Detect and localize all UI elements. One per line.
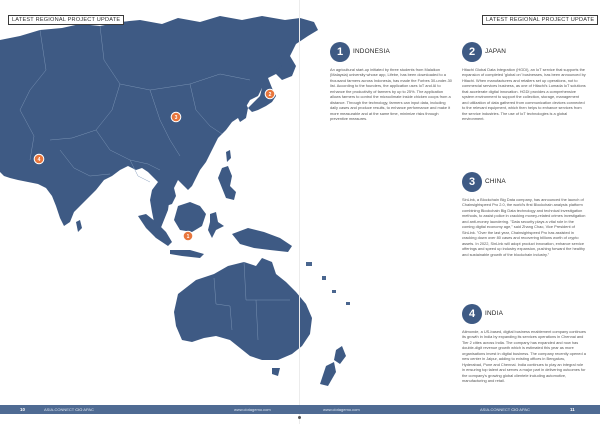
map-pin-india-number: 4 xyxy=(37,156,41,163)
brand-suffix: APAC xyxy=(83,406,94,412)
sri-lanka-island xyxy=(76,220,82,232)
footer-brand-left xyxy=(44,407,94,413)
new-guinea-island xyxy=(232,228,292,252)
article-title: JAPAN xyxy=(485,48,507,55)
brand-bold: CIO xyxy=(511,406,519,412)
article-title: INDONESIA xyxy=(353,48,390,55)
map-pin-indonesia[interactable] xyxy=(183,231,193,241)
map-pin-japan[interactable] xyxy=(265,89,275,99)
article-number-badge: 1 xyxy=(330,42,350,62)
borneo-island xyxy=(174,202,206,232)
footer-url-left[interactable]: www.ciotagemo.com xyxy=(234,406,271,412)
taiwan-island xyxy=(226,150,231,162)
article-japan xyxy=(462,42,586,156)
map-pin-japan-number: 2 xyxy=(268,91,272,98)
map-pin-india[interactable] xyxy=(34,154,44,164)
article-title: INDIA xyxy=(485,310,504,317)
new-zealand-south-island xyxy=(320,362,336,386)
footer-url-right[interactable]: www.ciotagemo.com xyxy=(323,406,360,412)
article-india xyxy=(462,304,586,402)
page-number-left: 10 xyxy=(20,406,25,412)
pacific-islands xyxy=(306,262,350,305)
map-pin-indonesia-number: 1 xyxy=(186,233,190,240)
section-header-left: LATEST REGIONAL PROJECT UPDATE xyxy=(8,15,124,25)
gutter-dot xyxy=(298,416,301,419)
section-header-right: LATEST REGIONAL PROJECT UPDATE xyxy=(482,15,598,25)
australia-continent xyxy=(174,258,312,360)
new-zealand-north-island xyxy=(334,346,346,364)
page-number-right: 11 xyxy=(570,406,575,412)
footer-bar xyxy=(0,405,600,414)
article-number-badge: 2 xyxy=(462,42,482,62)
footer-brand-right xyxy=(480,407,530,413)
article-indonesia xyxy=(330,42,454,138)
brand-prefix: ASIA-CONNECT xyxy=(480,406,511,412)
brand-bold: CIO xyxy=(75,406,83,412)
article-number-badge: 4 xyxy=(462,304,482,324)
article-body: An agricultural start-up initiated by three students from Malaikon (Malaysia) university whose app, Lifebe, has been downloaded to a thousand farmers across Indonesia, has made the Forbes 30-under-30 list. According to the founders, the application uses IoT and AI to enhance the productivity of farmers by up to 25%. The application allows farmers to control the microclimate inside chicken coops from a distance. Through the technology, farmers can input data, including daily cases and produce results, to enhance performance and make it more measurable and at the same time, minimize risks through preventive measures. xyxy=(330,67,452,122)
article-body: Atimonde, a US-based, digital business enablement company continues its growth in India by expanding its services operations in Chennai and Tier 2 cities across India. The company has expanded and now has double-digit revenue growth which is estimated this year as more organisations invest in digital business. The company recently opened a new center in Jaipur, adding to existing offices in Bengaluru, Hyderabad, Pune and Chennai. India continues to play an integral role in ensuring top talent and serves a major part in delivering outcomes for the company's growing global clientele including automotive, manufacturing and retail. xyxy=(462,329,586,384)
tasmania-island xyxy=(272,368,280,376)
brand-suffix: APAC xyxy=(519,406,530,412)
article-china xyxy=(462,172,586,300)
article-body: Hitachi Global Data Integration (HGDI), an IoT service that supports the expansion of completed 'global on' businesses, has been announced by Hitachi. When manufacturers and retailers set up operations, not to commercial services business, as one of Hitachi's Lumada IoT solutions that accelerate digital innovation. HGDI provides a comprehensive system environment to support the collection, storage, management and utilization of data gathered from communication devices connected to the relevant equipment, which then helps to enhance services from the service industries. The use of IoT technologies is a global environment. xyxy=(462,67,586,122)
map-pin-china[interactable] xyxy=(171,112,181,122)
philippines-islands xyxy=(218,166,236,200)
spread-gutter xyxy=(299,0,300,424)
map-pin-china-number: 3 xyxy=(174,114,178,121)
article-number-badge: 3 xyxy=(462,172,482,192)
java-island xyxy=(170,250,204,258)
article-body: SinLink, a Blockchain Big Data company, has announced the launch of Chainsightspeed Pro 2.0, the world's first Blockchain analysis platform combining Blockchain Big Data technology and technical investigation methods, to assist police in cracking money-related crimes investigation and anti-money laundering. "Data security plays a vital role in the coming digital economy age," said Zhang Chao, Vice President of SinLink. "Over the last year, Chainsightspeed Pro has assisted in cracking down over 80 cases and recovering billions worth of crypto assets. In 2022, SinLink will adopt product innovation, enhance service offerings and speed up industry expansion, pushing forward the healthy and sustainable growth of the blockchain industry." xyxy=(462,197,586,257)
sulawesi-island xyxy=(208,212,224,238)
article-title: CHINA xyxy=(485,178,506,185)
brand-prefix: ASIA-CONNECT xyxy=(44,406,75,412)
